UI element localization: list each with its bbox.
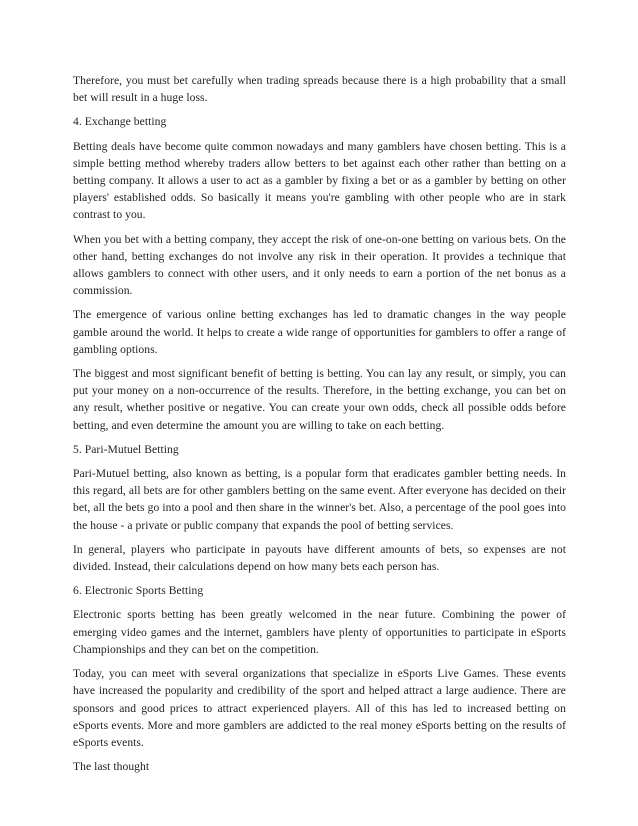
paragraph: The last thought [73,760,150,774]
paragraph: The emergence of various online betting exchanges has led to dramatic changes in the way people gamble around the world. It helps to create a wide range of opportunities for gamblers to offer a range of gambling options. [73,308,566,356]
paragraph: Pari-Mutuel betting, also known as betting, is a popular form that eradicates gambler betting needs. In this regard, all bets are for other gamblers betting on the same event. After everyone has decided on their bet, all the bets go into a pool and then share in the winner's bet. Also, a percentage of the pool goes into the house - a private or public company that expands the pool of betting services. [73,467,566,532]
section-heading: 6. Electronic Sports Betting [73,584,204,598]
paragraph: Electronic sports betting has been greatly welcomed in the near future. Combining the power of emerging video games and the internet, gamblers have plenty of opportunities to participate in eSports Championships and they can bet on the competition. [73,608,566,656]
paragraph: Therefore, you must bet carefully when trading spreads because there is a high probability that a small bet will result in a huge loss. [73,74,566,105]
paragraph: When you bet with a betting company, they accept the risk of one-on-one betting on various bets. On the other hand, betting exchanges do not involve any risk in their operation. It provides a technique that allows gamblers to connect with other users, and it only needs to earn a portion of the net bonus as a commission. [73,232,566,298]
paragraph: Today, you can meet with several organizations that specialize in eSports Live Games. These events have increased the popularity and credibility of the sport and helped attract a large audience. There are sponsors and good prices to attract experienced players. All of this has led to increased betting on eSports events. More and more gamblers are addicted to the real money eSports betting on the results of eSports events. [73,667,566,749]
section-heading: 4. Exchange betting [73,115,167,129]
section-heading: 5. Pari-Mutuel Betting [73,442,179,456]
paragraph: The biggest and most significant benefit of betting is betting. You can lay any result, or simply, you can put your money on a non-occurrence of the results. Therefore, in the betting exchange, you can bet on any result, whether positive or negative. You can create your own odds, check all possible odds before betting, and even determine the amount you are willing to take on each betting. [73,367,566,432]
paragraph: In general, players who participate in payouts have different amounts of bets, so expenses are not divided. Instead, their calculations depend on how many bets each person has. [73,542,566,574]
paragraph: Betting deals have become quite common nowadays and many gamblers have chosen betting. This is a simple betting method whereby traders allow betters to bet against each other rather than betting on a betting company. It allows a user to act as a gambler by fixing a bet or as a gambler by betting on other players' established odds. So basically it means you're gambling with other people who are in stark contrast to you. [73,139,566,222]
